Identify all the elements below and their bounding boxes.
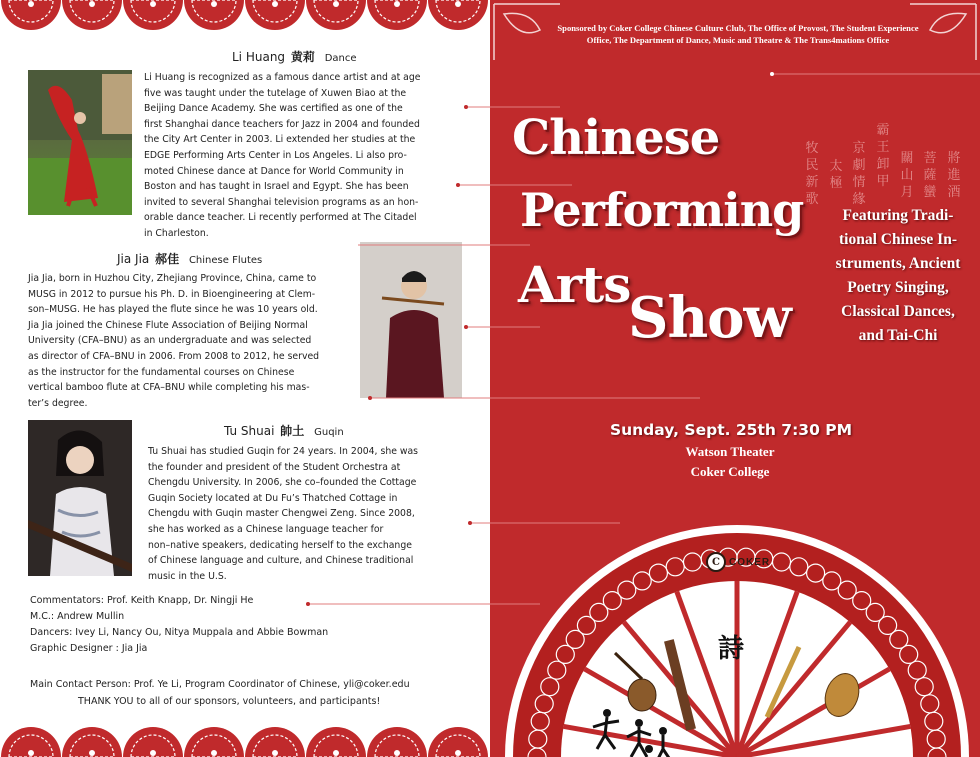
tu-shuai-bio: Tu Shuai has studied Guqin for 24 years. In 2004, she was the founder and president of the Student Orchestra at Chengdu University. In 2006, she co–founded the Cottage Guqin Society located at Du Fu’s Thatched Cottage in Chengdu with Guqin master Chengwei Zeng. Since 2008, she has worked as a Chinese language teacher for non–native speakers, dedicating herself to the exchange of Chinese language and culture, and Chinese traditional music in the U.S. [148, 446, 419, 582]
title-line-4: Show [628, 285, 791, 351]
performer-role: Dance [324, 53, 357, 64]
credit-dancers: Dancers: Ivey Li, Nancy Ou, Nitya Muppala and Abbie Bowman [30, 627, 329, 638]
sponsor-text: Sponsored by Coker College Chinese Culture Club, The Office of Provost, The Student Experience Office, The Department of Dance, Music and Theatre & The Trans4mations Office [557, 23, 919, 45]
performer-name: Tu Shuai [224, 424, 275, 438]
venue-theater: Watson Theater [685, 444, 775, 459]
performer-chinese-name: 帥土 [280, 424, 305, 438]
credit-commentators: Commentators: Prof. Keith Knapp, Dr. Ningji He [30, 595, 254, 606]
event-date: Sunday, Sept. 25th 7:30 PM [609, 421, 853, 439]
poem-column: 關山月 [900, 151, 914, 200]
poem-column: 菩薩蠻 [923, 151, 937, 200]
credit-mc: M.C.: Andrew Mullin [30, 611, 125, 622]
coker-logo: C COKER [706, 551, 770, 573]
credit-designer: Graphic Designer : Jia Jia [30, 643, 148, 654]
li-huang-bio: Li Huang is recognized as a famous dance artist and at age five was taught under the tutelage of Xuwen Biao at the Beijing Dance Academy. She was certified as one of the first Shanghai dance teachers for Jazz in 2004 and founded the City Art Center in 2003. Li extended her studies at the EDGE Performing Arts Center in Los Angeles. Li also pro- moted Chinese dance at Dance for World Community in Boston and has taught in Israel and Egypt. She has been invited to several Shanghai television programs as an hon- orable dance teacher. Li recently performed at The Citadel in Charleston. [144, 72, 421, 239]
performer-name: Li Huang [232, 50, 286, 64]
title-line-1: Chinese [512, 110, 720, 166]
featuring-text: Featuring Tradi- tional Chinese In- struments, Ancient Poetry Singing, Classical Dances, and Tai-Chi [835, 207, 961, 344]
performer-chinese-name: 郝佳 [155, 252, 180, 266]
poem-column: 霸王卸甲 [876, 123, 890, 189]
performer-role: Guqin [314, 427, 344, 438]
poem-column: 牧民新歌 [805, 141, 819, 207]
title-line-3: Arts [518, 255, 631, 314]
poem-column: 將進酒 [947, 151, 961, 200]
jia-jia-bio: Jia Jia, born in Huzhou City, Zhejiang Province, China, came to MUSG in 2012 to pursue his Ph. D. in Bioengineering at Clem- son–MUSG. He has played the flute since he was 10 years old. Jia Jia joined the Chinese Flute Association of Beijing Normal University (CFA–BNU) as an undergraduate and was selected as director of CFA–BNU in 2006. From 2008 to 2012, he served as the instructor for the fundamental courses on Chinese vertical bamboo flute at CFA–BNU while completing his mas- ter’s degree. [28, 273, 320, 409]
title-line-2: Performing [520, 183, 804, 237]
poem-column: 京劇情緣 [852, 141, 866, 207]
thanks-line: THANK YOU to all of our sponsors, volunteers, and participants! [78, 696, 381, 707]
performer-role: Chinese Flutes [188, 255, 263, 266]
contact-line: Main Contact Person: Prof. Ye Li, Program Coordinator of Chinese, yli@coker.edu [30, 679, 410, 690]
poem-column: 太極 [829, 159, 843, 191]
coker-logo-icon: C [706, 552, 726, 572]
poetry-character: 詩 [718, 634, 745, 664]
venue-college: Coker College [690, 464, 770, 479]
performer-name: Jia Jia [117, 252, 150, 266]
performer-chinese-name: 黄莉 [290, 50, 315, 64]
